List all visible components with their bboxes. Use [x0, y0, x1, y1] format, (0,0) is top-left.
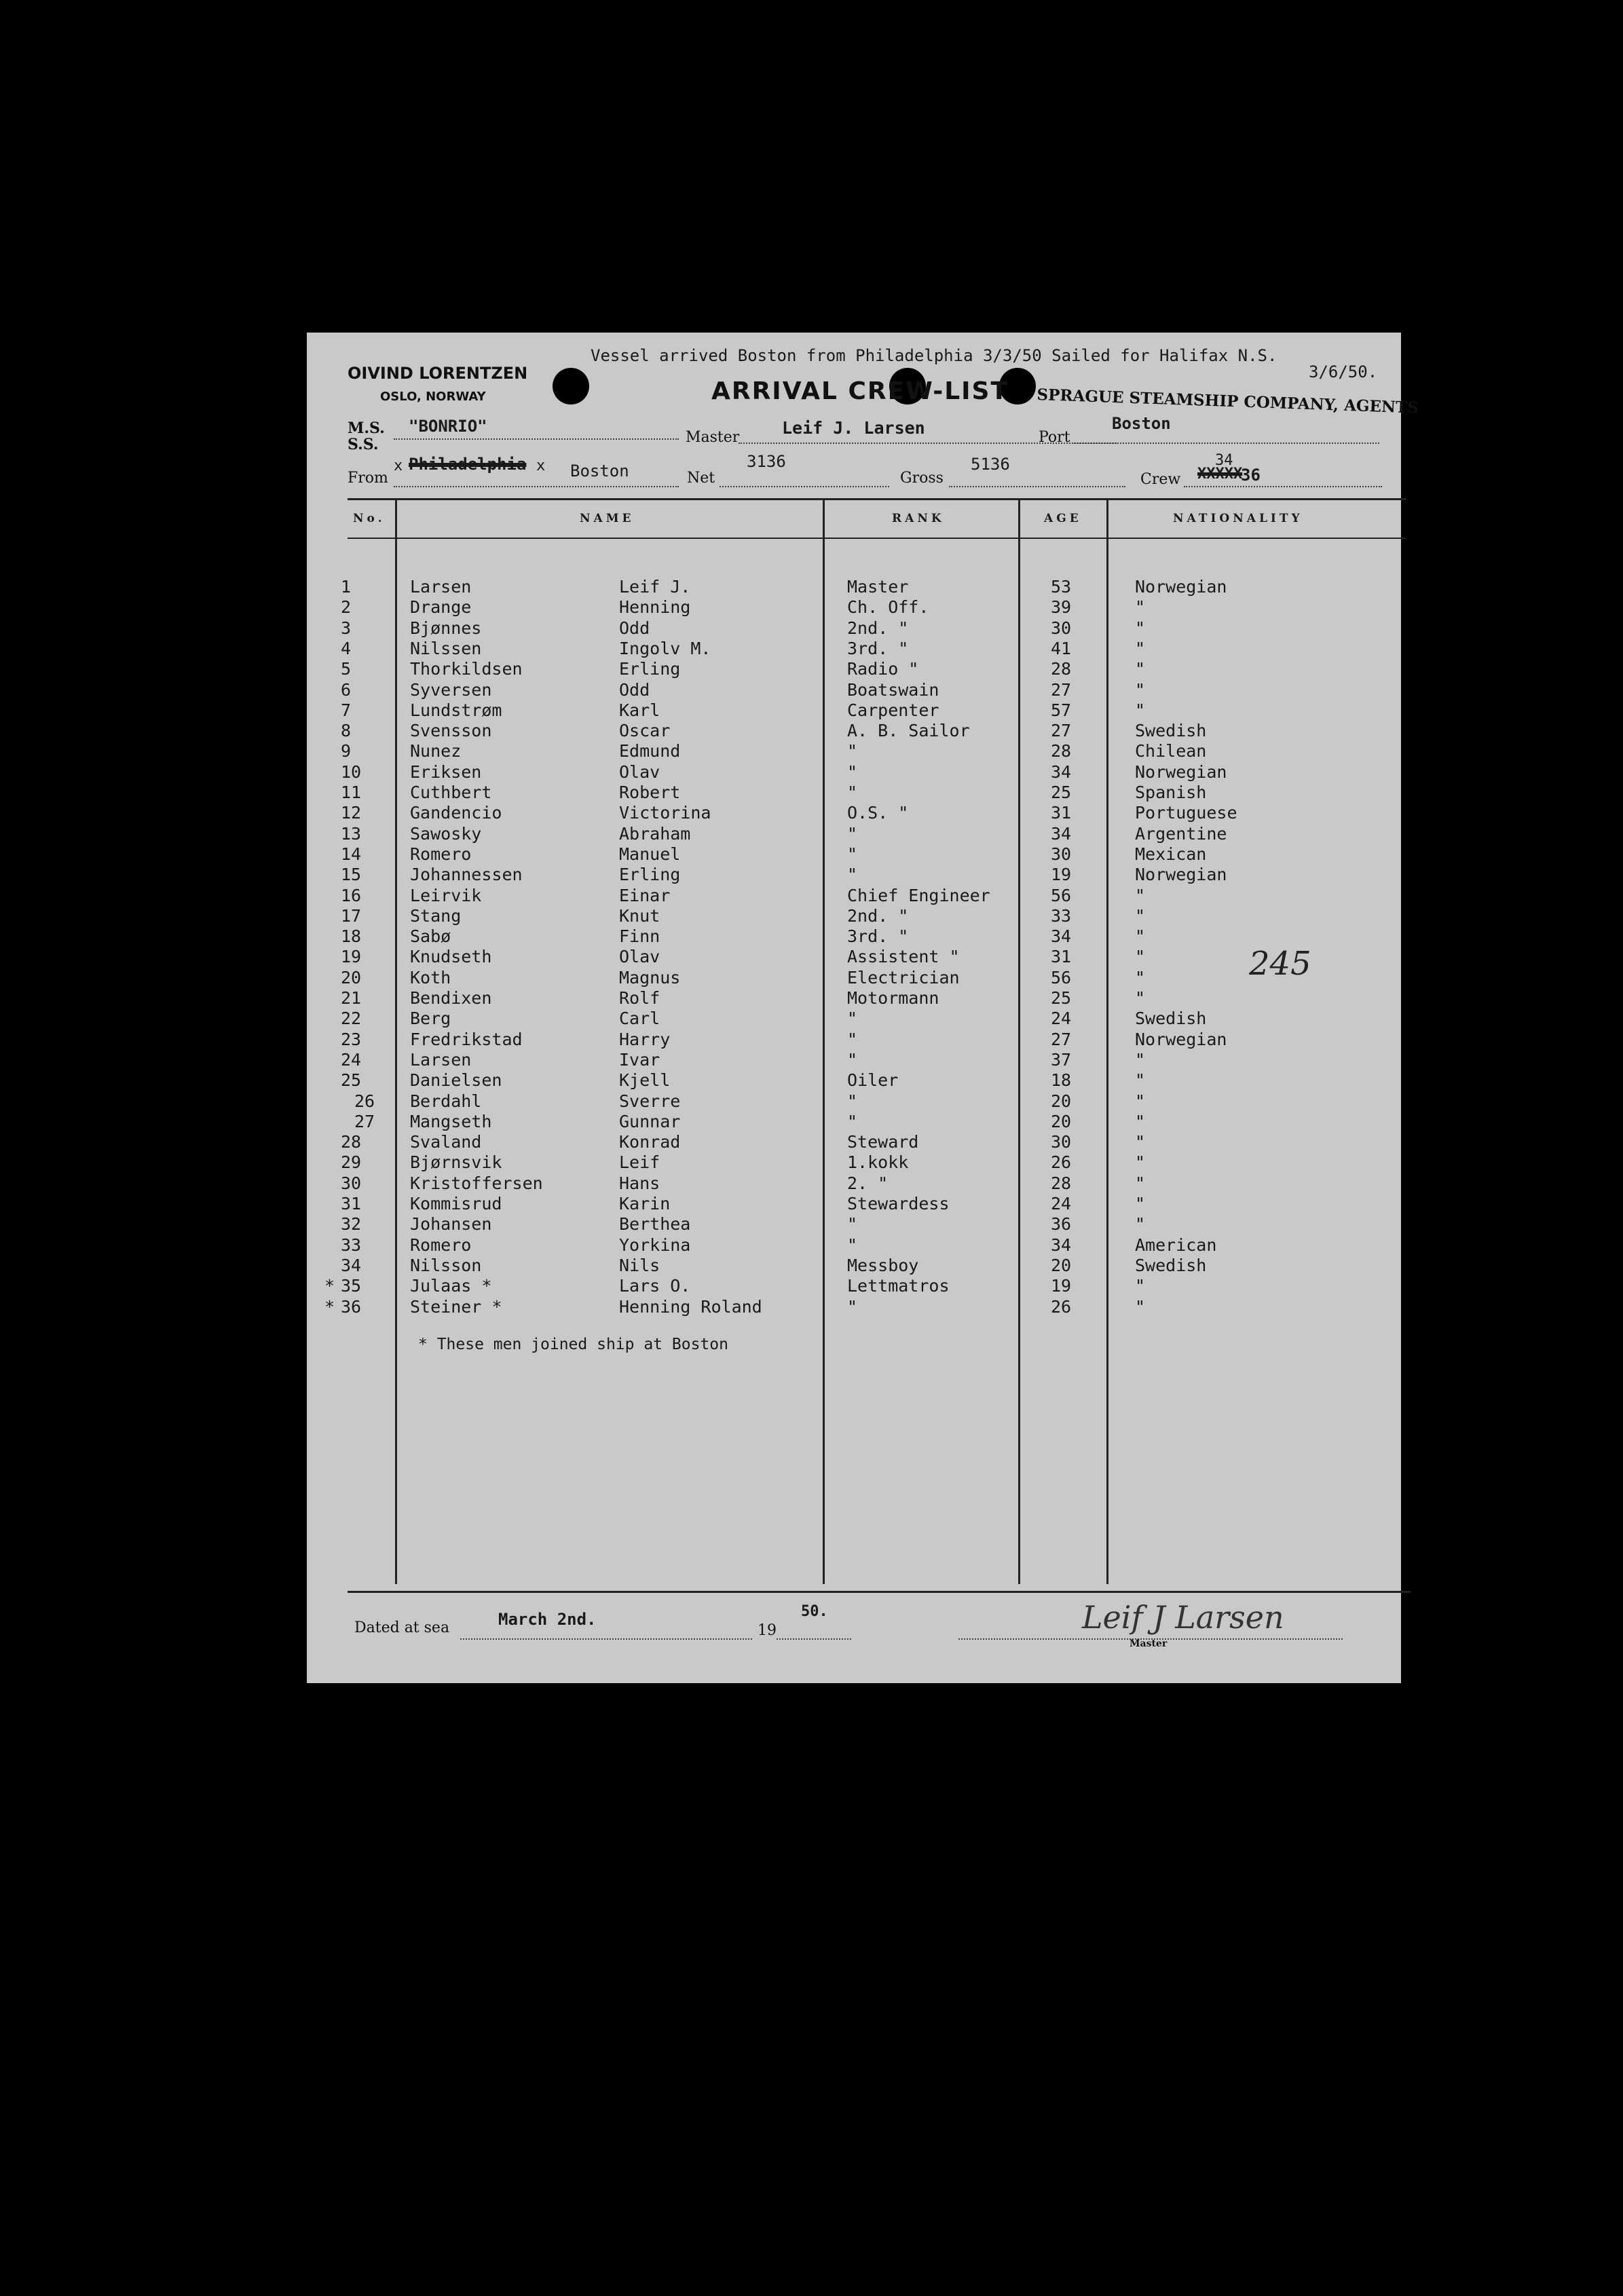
crew-surname: Syversen [410, 679, 492, 700]
crew-surname: Knudseth [410, 947, 492, 967]
crew-given-name: Erling [619, 865, 681, 885]
row-number: 18 [341, 926, 362, 947]
master-signature: Leif J Larsen [1082, 1599, 1284, 1636]
crew-age: 34 [1051, 926, 1072, 947]
crew-nationality: " [1135, 1173, 1146, 1193]
row-number: 13 [341, 823, 362, 844]
crew-surname: Bendixen [410, 988, 492, 1008]
crew-nationality: " [1135, 1111, 1146, 1131]
page-title: ARRIVAL CREW-LIST [711, 377, 1009, 405]
crew-nationality: " [1135, 597, 1146, 618]
crew-rank: 2. " [847, 1173, 889, 1193]
crew-nationality: " [1135, 1296, 1146, 1317]
crew-given-name: Kjell [619, 1070, 671, 1091]
table-row [307, 721, 1401, 741]
crew-nationality: " [1135, 1214, 1146, 1235]
crew-age: 37 [1051, 1049, 1072, 1070]
crew-surname: Steiner * [410, 1296, 502, 1317]
table-row [307, 1030, 1401, 1050]
crew-surname: Nilssen [410, 638, 482, 658]
crew-rank: 2nd. " [847, 618, 909, 638]
crew-given-name: Rolf [619, 988, 660, 1008]
col-header-age: AGE [1044, 512, 1082, 525]
crew-surname: Berg [410, 1009, 451, 1029]
table-row [307, 906, 1401, 926]
row-number: 9 [341, 741, 352, 761]
crew-age: 30 [1051, 618, 1072, 638]
crew-nationality: " [1135, 1049, 1146, 1070]
crew-surname: Julaas * [410, 1276, 492, 1296]
crew-surname: Kommisrud [410, 1194, 502, 1213]
year-suffix: 50. [801, 1603, 828, 1620]
crew-nationality: " [1135, 1276, 1146, 1296]
crew-nationality: Norwegian [1135, 865, 1227, 885]
crew-rank: Motormann [847, 988, 939, 1008]
row-number: 1 [341, 577, 352, 597]
crew-age: 24 [1051, 1194, 1072, 1213]
table-row [307, 659, 1401, 679]
crew-nationality: " [1135, 1070, 1146, 1091]
crew-nationality: Chilean [1135, 741, 1207, 761]
crew-given-name: Magnus [619, 967, 681, 987]
date-value: March 2nd. [498, 1610, 597, 1629]
crew-age: 34 [1051, 1235, 1072, 1255]
crew-given-name: Berthea [619, 1214, 691, 1235]
crew-surname: Nilsson [410, 1255, 482, 1275]
table-row [307, 597, 1401, 618]
crew-age: 30 [1051, 1132, 1072, 1152]
crew-nationality: Norwegian [1135, 761, 1227, 782]
row-number: 16 [341, 885, 362, 905]
crew-age: 31 [1051, 947, 1072, 967]
crew-age: 27 [1051, 1029, 1072, 1049]
crew-rank: Electrician [847, 967, 960, 987]
typed-arrival-note: Vessel arrived Boston from Philadelphia 3/3/50 Sailed for Halifax N.S. [591, 346, 1277, 365]
crew-surname: Koth [410, 967, 451, 987]
crew-rank: " [847, 761, 858, 782]
crew-surname: Leirvik [410, 885, 482, 905]
crew-surname: Romero [410, 844, 472, 864]
ss-label: S.S. [348, 436, 379, 453]
crew-surname: Romero [410, 1235, 472, 1255]
crew-rank: O.S. " [847, 803, 909, 823]
row-number: 20 [341, 967, 362, 987]
crew-nationality: Norwegian [1135, 577, 1227, 597]
row-number: 10 [341, 761, 362, 782]
crew-nationality: " [1135, 659, 1146, 679]
crew-nationality: " [1135, 1091, 1146, 1111]
crew-nationality: " [1135, 988, 1146, 1008]
company-city: OSLO, NORWAY [380, 390, 486, 404]
crew-nationality: American [1135, 1235, 1217, 1255]
crew-rank: " [847, 1029, 858, 1049]
crew-age: 20 [1051, 1091, 1072, 1111]
crew-nationality: " [1135, 1194, 1146, 1213]
table-row [307, 762, 1401, 783]
crew-surname: Johannessen [410, 865, 523, 885]
agent-stamp: SPRAGUE STEAMSHIP COMPANY, AGENTS [1037, 385, 1419, 417]
row-star-marker: * [324, 1296, 335, 1317]
crew-given-name: Lars O. [619, 1276, 691, 1296]
dated-label: Dated at sea [354, 1619, 450, 1636]
from-value: Boston [570, 462, 629, 481]
crew-surname: Stang [410, 905, 462, 926]
row-number: 29 [341, 1152, 362, 1173]
table-row [307, 1297, 1401, 1317]
table-row [307, 1214, 1401, 1235]
row-number: 26 [354, 1091, 375, 1111]
crew-age: 28 [1051, 659, 1072, 679]
gross-value: 5136 [971, 455, 1010, 474]
col-header-name: NAME [580, 512, 635, 525]
table-row [307, 741, 1401, 761]
crew-nationality: " [1135, 679, 1146, 700]
crew-given-name: Leif J. [619, 577, 691, 597]
net-value: 3136 [747, 452, 786, 471]
row-number: 22 [341, 1009, 362, 1029]
crew-given-name: Carl [619, 1009, 660, 1029]
crew-age: 18 [1051, 1070, 1072, 1091]
crew-surname: Johansen [410, 1214, 492, 1235]
crew-age: 41 [1051, 638, 1072, 658]
crew-given-name: Leif [619, 1152, 660, 1173]
crew-surname: Svensson [410, 721, 492, 741]
table-row [307, 824, 1401, 844]
crew-rank: Assistent " [847, 947, 960, 967]
crew-given-name: Henning [619, 597, 691, 618]
crew-age: 26 [1051, 1296, 1072, 1317]
crew-given-name: Karin [619, 1194, 671, 1213]
crew-rank: Chief Engineer [847, 885, 990, 905]
crew-rank: " [847, 1214, 858, 1235]
crew-surname: Eriksen [410, 761, 482, 782]
crew-given-name: Erling [619, 659, 681, 679]
row-number: 17 [341, 905, 362, 926]
crew-rank: " [847, 1111, 858, 1131]
crew-nationality: " [1135, 618, 1146, 638]
crew-age: 19 [1051, 1276, 1072, 1296]
crew-rank: Carpenter [847, 700, 939, 720]
crew-nationality: Norwegian [1135, 1029, 1227, 1049]
col-header-no: No. [353, 512, 386, 525]
crew-rank: Ch. Off. [847, 597, 929, 618]
row-number: 25 [341, 1070, 362, 1091]
crew-surname: Bjønnes [410, 618, 482, 638]
table-row [307, 680, 1401, 700]
punch-hole [553, 368, 589, 404]
crew-nationality: " [1135, 638, 1146, 658]
crew-rank: " [847, 741, 858, 761]
row-number: 31 [341, 1194, 362, 1213]
crew-age: 27 [1051, 721, 1072, 741]
crew-label: Crew [1140, 471, 1181, 488]
table-row [307, 618, 1401, 639]
crew-given-name: Nils [619, 1255, 660, 1275]
row-number: 14 [341, 844, 362, 864]
row-number: 33 [341, 1235, 362, 1255]
row-number: 23 [341, 1029, 362, 1049]
row-number: 35 [341, 1276, 362, 1296]
crew-age: 36 [1051, 1214, 1072, 1235]
crew-age: 28 [1051, 741, 1072, 761]
port-value: Boston [1112, 414, 1171, 433]
row-number: 30 [341, 1173, 362, 1193]
crew-age: 26 [1051, 1152, 1072, 1173]
row-number: 36 [341, 1296, 362, 1317]
table-row [307, 1235, 1401, 1256]
crew-struck: XXXXX [1197, 466, 1243, 483]
crew-rank: Radio " [847, 659, 919, 679]
crew-given-name: Yorkina [619, 1235, 691, 1255]
crew-given-name: Abraham [619, 823, 691, 844]
table-row [307, 988, 1401, 1009]
crew-nationality: Argentine [1135, 823, 1227, 844]
crew-age: 56 [1051, 885, 1072, 905]
crew-given-name: Sverre [619, 1091, 681, 1111]
crew-surname: Fredrikstad [410, 1029, 523, 1049]
table-row [307, 577, 1401, 597]
crew-nationality: " [1135, 967, 1146, 987]
crew-nationality: " [1135, 905, 1146, 926]
crew-count-above: 34 [1215, 452, 1233, 469]
table-row [307, 865, 1401, 885]
crew-surname: Kristoffersen [410, 1173, 543, 1193]
crew-age: 28 [1051, 1173, 1072, 1193]
crew-surname: Danielsen [410, 1070, 502, 1091]
table-row [307, 886, 1401, 906]
crew-given-name: Olav [619, 947, 660, 967]
crew-age: 30 [1051, 844, 1072, 864]
table-row [307, 1050, 1401, 1070]
crew-rank: 2nd. " [847, 905, 909, 926]
port-label: Port [1039, 429, 1070, 446]
crew-rank: Boatswain [847, 679, 939, 700]
crew-rank: " [847, 1009, 858, 1029]
table-row [307, 783, 1401, 803]
crew-rank: 3rd. " [847, 926, 909, 947]
signature-master-label: Master [1130, 1638, 1168, 1649]
table-row [307, 1194, 1401, 1214]
crew-count: 36 [1241, 466, 1261, 485]
crew-surname: Thorkildsen [410, 659, 523, 679]
crew-nationality: Swedish [1135, 1255, 1207, 1275]
table-row [307, 968, 1401, 988]
crew-rank: " [847, 865, 858, 885]
crew-nationality: " [1135, 1152, 1146, 1173]
col-header-rank: RANK [892, 512, 945, 525]
crew-nationality: Swedish [1135, 1009, 1207, 1029]
crew-surname: Svaland [410, 1132, 482, 1152]
crew-rank: Stewardess [847, 1194, 950, 1213]
crew-surname: Sawosky [410, 823, 482, 844]
crew-given-name: Oscar [619, 721, 671, 741]
net-label: Net [687, 470, 715, 487]
crew-nationality: " [1135, 947, 1146, 967]
table-row [307, 1173, 1401, 1194]
crew-given-name: Hans [619, 1173, 660, 1193]
crew-rank: A. B. Sailor [847, 721, 970, 741]
crew-nationality: Mexican [1135, 844, 1207, 864]
crew-rank: Messboy [847, 1255, 919, 1275]
crew-given-name: Robert [619, 783, 681, 802]
year-prefix: 19 [758, 1622, 777, 1639]
row-number: 6 [341, 679, 352, 700]
row-number: 7 [341, 700, 352, 720]
row-number: 19 [341, 947, 362, 967]
crew-age: 25 [1051, 988, 1072, 1008]
row-number: 27 [354, 1111, 375, 1131]
table-row [307, 1152, 1401, 1173]
crew-given-name: Finn [619, 926, 660, 947]
from-label: From [348, 470, 388, 487]
crew-nationality: Swedish [1135, 721, 1207, 741]
crew-surname: Bjørnsvik [410, 1152, 502, 1173]
row-number: 8 [341, 721, 352, 741]
table-row [307, 926, 1401, 947]
crew-rank: " [847, 844, 858, 864]
table-row [307, 1132, 1401, 1152]
crew-rank: Master [847, 577, 909, 597]
col-header-nationality: NATIONALITY [1173, 512, 1303, 525]
crew-given-name: Ivar [619, 1049, 660, 1070]
company-name: OIVIND LORENTZEN [348, 364, 528, 383]
ms-label: M.S. [348, 419, 385, 437]
footnote: * These men joined ship at Boston [418, 1336, 728, 1353]
crew-given-name: Knut [619, 905, 660, 926]
row-star-marker: * [324, 1276, 335, 1296]
table-row [307, 1112, 1401, 1132]
crew-rank: " [847, 823, 858, 844]
handwritten-number: 245 [1249, 945, 1311, 983]
sailing-date: 3/6/50. [1309, 362, 1378, 381]
row-number: 15 [341, 865, 362, 885]
crew-age: 19 [1051, 865, 1072, 885]
table-row [307, 844, 1401, 865]
crew-age: 34 [1051, 823, 1072, 844]
crew-age: 56 [1051, 967, 1072, 987]
table-row [307, 803, 1401, 823]
table-row [307, 947, 1401, 967]
from-struck: Philadelphia [409, 455, 527, 474]
crew-age: 57 [1051, 700, 1072, 720]
crew-surname: Larsen [410, 577, 472, 597]
crew-age: 31 [1051, 803, 1072, 823]
crew-surname: Berdahl [410, 1091, 482, 1111]
row-number: 24 [341, 1049, 362, 1070]
crew-surname: Gandencio [410, 803, 502, 823]
crew-age: 39 [1051, 597, 1072, 618]
crew-given-name: Konrad [619, 1132, 681, 1152]
crew-rank: " [847, 1049, 858, 1070]
crew-surname: Nunez [410, 741, 462, 761]
crew-rank: " [847, 1296, 858, 1317]
crew-surname: Lundstrøm [410, 700, 502, 720]
crew-age: 25 [1051, 783, 1072, 802]
crew-age: 33 [1051, 905, 1072, 926]
crew-rank: Oiler [847, 1070, 899, 1091]
crew-age: 53 [1051, 577, 1072, 597]
crew-nationality: " [1135, 885, 1146, 905]
crew-given-name: Gunnar [619, 1111, 681, 1131]
row-number: 2 [341, 597, 352, 618]
crew-age: 34 [1051, 761, 1072, 782]
crew-nationality: " [1135, 926, 1146, 947]
crew-surname: Sabø [410, 926, 451, 947]
row-number: 12 [341, 803, 362, 823]
row-number: 4 [341, 638, 352, 658]
crew-rank: " [847, 1235, 858, 1255]
crew-rank: Steward [847, 1132, 919, 1152]
crew-rank: Lettmatros [847, 1276, 950, 1296]
row-number: 34 [341, 1255, 362, 1275]
master-label: Master [686, 429, 740, 446]
crew-given-name: Karl [619, 700, 660, 720]
crew-age: 27 [1051, 679, 1072, 700]
table-row [307, 1070, 1401, 1091]
table-row [307, 639, 1401, 659]
row-number: 11 [341, 783, 362, 802]
row-number: 32 [341, 1214, 362, 1235]
crew-nationality: Portuguese [1135, 803, 1237, 823]
crew-surname: Mangseth [410, 1111, 492, 1131]
crew-given-name: Einar [619, 885, 671, 905]
crew-list-document: OIVIND LORENTZEN OSLO, NORWAY Vessel arrived Boston from Philadelphia 3/3/50 Sailed for Halifax N.S. 3/6/50. ARRIVAL CREW-LIST SPRAGUE STEAMSHIP COMPANY, AGENTS M.S. S.S. "BONRIO" Master Leif J. Larsen Port Boston From x Philadelphia x Boston Net 3136 Gross 5136 Crew 34 XXXXX 36 No. NAME RANK AGE NATIONALITY 1 Larsen Leif J. Master 53 Norwegian 2 Drange Henning Ch. Off. 39 " 3 Bjønnes Odd 2nd. " 30 " 4 Nilssen Ingolv M. 3rd. " 41 " 5 Thorkildsen Erling Radio " 28 " 6 Syversen Odd Boatswain 27 " 7 Lundstrøm Karl Carpenter 57 " 8 Svensson Oscar A. B. Sailor 27 Swedish 9 Nunez Edmund " 28 Chilean 10 Eriksen Olav " 34 Norwegian 11 Cuthbert Robert " 25 Spanish 12 Gandencio Victorina O.S. " 31 Portuguese 13 Sawosky Abraham " 34 Argentine 14 Romero Manuel " 30 Mexican 15 Johannessen Erling " 19 Norwegian 16 Leirvik Einar Chief Engineer 56 " 17 Stang Knut 2nd. " 33 " 18 Sabø Finn 3rd. " 34 " 19 Knudseth Olav Assistent " 31 " 20 Koth Magnus Electrician 56 " 21 Bendixen Rolf Motormann 25 " 22 Berg Carl " 24 Swedish 23 Fredrikstad Harry " 27 Norwegian 24 Larsen Ivar " 37 " 25 Danielsen Kjell Oiler 18 " 26 Berdahl Sverre " 20 " 27 Mangseth Gunnar " 20 " 28 Svaland Konrad Steward 30 " 29 Bjørnsvik Leif 1.kokk 26 " 30 Kristoffersen Hans 2. " 28 " 31 Kommisrud Karin Stewardess 24 " 32 Johansen Berthea " 36 " 33 Romero Yorkina " 34 American 34 Nilsson Nils Messboy 20 Swedish * 35 Julaas * Lars O. Lettmatros 19 " * 36 Steiner * Henning Roland " 26 " * These men joined ship at Boston 245 Dated at sea March 2nd. 19 50. Leif J Larsen Master [307, 333, 1401, 1683]
row-number: 21 [341, 988, 362, 1008]
crew-given-name: Odd [619, 679, 650, 700]
table-row [307, 1276, 1401, 1296]
crew-given-name: Ingolv M. [619, 638, 711, 658]
crew-rank: 3rd. " [847, 638, 909, 658]
crew-rank: " [847, 1091, 858, 1111]
crew-surname: Cuthbert [410, 783, 492, 802]
vessel-name: "BONRIO" [409, 417, 487, 436]
crew-rank: " [847, 783, 858, 802]
row-number: 28 [341, 1132, 362, 1152]
crew-given-name: Olav [619, 761, 660, 782]
table-row [307, 700, 1401, 721]
crew-given-name: Edmund [619, 741, 681, 761]
crew-age: 24 [1051, 1009, 1072, 1029]
crew-nationality: Spanish [1135, 783, 1207, 802]
crew-surname: Larsen [410, 1049, 472, 1070]
row-number: 3 [341, 618, 352, 638]
crew-given-name: Odd [619, 618, 650, 638]
crew-age: 20 [1051, 1111, 1072, 1131]
crew-nationality: " [1135, 1132, 1146, 1152]
crew-given-name: Manuel [619, 844, 681, 864]
gross-label: Gross [900, 470, 944, 487]
crew-given-name: Harry [619, 1029, 671, 1049]
crew-given-name: Henning Roland [619, 1296, 762, 1317]
crew-age: 20 [1051, 1255, 1072, 1275]
crew-nationality: " [1135, 700, 1146, 720]
row-number: 5 [341, 659, 352, 679]
table-row [307, 1009, 1401, 1029]
crew-surname: Drange [410, 597, 472, 618]
master-name: Leif J. Larsen [782, 418, 925, 438]
crew-given-name: Victorina [619, 803, 711, 823]
table-row [307, 1091, 1401, 1112]
table-row [307, 1256, 1401, 1276]
crew-rank: 1.kokk [847, 1152, 909, 1173]
